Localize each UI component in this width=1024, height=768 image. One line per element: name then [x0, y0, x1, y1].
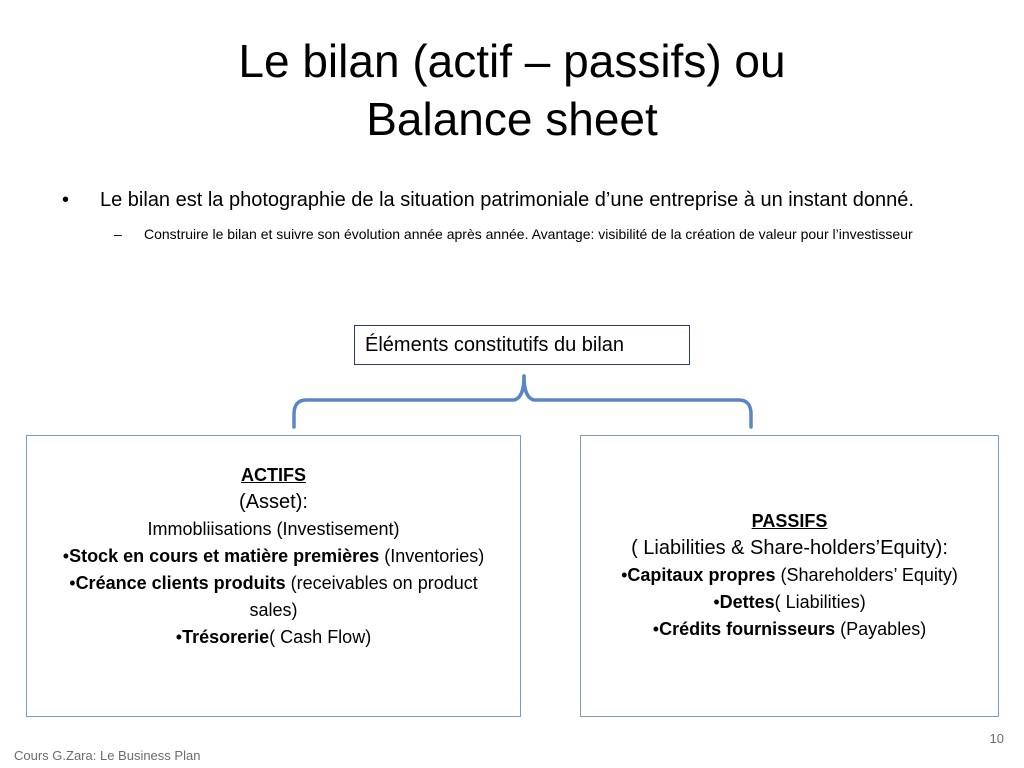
slide-title-line1: Le bilan (actif – passifs) ou [238, 35, 786, 87]
passifs-item: •Dettes( Liabilities) [713, 592, 866, 612]
actifs-box [26, 435, 521, 717]
passifs-subheading: ( Liabilities & Share-holders’Equity): [631, 537, 948, 559]
bullet-level1-text: Le bilan est la photographie de la situation patrimoniale d’une entreprise à un instant donné. [100, 189, 914, 211]
bullet-level2-text: Construire le bilan et suivre son évolution année après année. Avantage: visibilité de la création de valeur pour l’investisseur [144, 226, 913, 242]
actifs-subheading: (Asset): [239, 491, 308, 513]
actifs-line: Immobliisations (Investisement) [147, 519, 400, 539]
passifs-box [580, 435, 999, 717]
actifs-item: •Créance clients produits (receivables on product sales) [69, 573, 478, 620]
passifs-item: •Capitaux propres (Shareholders’ Equity) [621, 565, 958, 585]
actifs-heading: ACTIFS [241, 465, 306, 485]
footer-course: Cours G.Zara: Le Business Plan [14, 748, 201, 763]
passifs-item: •Crédits fournisseurs (Payables) [652, 619, 927, 639]
slide-title-line2: Balance sheet [366, 93, 658, 145]
bullet-marker: • [62, 189, 70, 211]
actifs-item: •Trésorerie( Cash Flow) [175, 627, 372, 647]
dash-marker: – [114, 226, 122, 242]
actifs-item: •Stock en cours et matière premières (Inventories) [62, 546, 485, 566]
passifs-heading: PASSIFS [751, 511, 828, 531]
page-number: 10 [989, 731, 1004, 746]
diagram-root-label: Éléments constitutifs du bilan [365, 334, 625, 356]
